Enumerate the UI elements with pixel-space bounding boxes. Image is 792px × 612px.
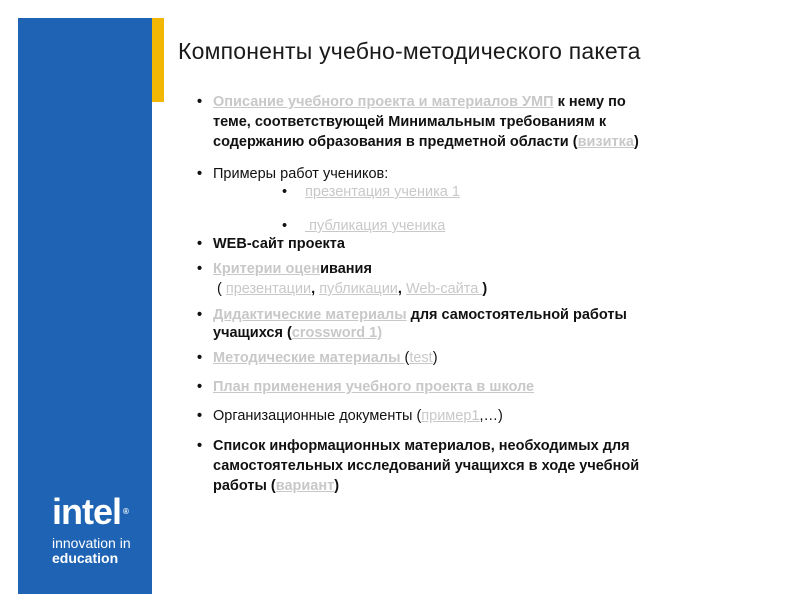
item-text: ( [404, 350, 410, 366]
item-text: для самостоятельной работы [406, 307, 627, 323]
yellow-accent-bar [152, 18, 164, 102]
intel-logo [52, 491, 131, 566]
sub-bullet: • [282, 218, 288, 234]
bullet: • [197, 379, 203, 395]
bullet: • [197, 94, 203, 110]
link-variant[interactable]: вариант [275, 478, 335, 494]
link-student-presentation[interactable]: презентация ученика 1 [305, 184, 460, 200]
link-vizitka[interactable]: визитка [577, 134, 634, 150]
sub-item-publication [282, 216, 445, 236]
list-item-student-works [197, 164, 388, 184]
item-text: Организационные документы ( [213, 408, 422, 424]
sub-bullet: • [282, 184, 288, 200]
item-text: учащихся ( [213, 325, 292, 341]
item-text: работы ( [213, 478, 276, 494]
bullet: • [197, 408, 203, 424]
logo-trademark: ® [123, 507, 128, 516]
item-text: теме, соответствующей Минимальным требованиям к [213, 114, 607, 130]
link-application-plan[interactable]: План применения учебного проекта в школе [213, 379, 535, 395]
list-item-plan [197, 377, 534, 397]
item-text: , [311, 281, 320, 297]
item-text: ) [482, 281, 488, 297]
item-text: Примеры работ учеников: [213, 166, 389, 182]
item-text: , [397, 281, 406, 297]
link-project-description[interactable]: Описание учебного проекта и материалов УМП [213, 94, 554, 110]
link-criteria[interactable]: Критерии оцен [213, 261, 321, 277]
link-test[interactable]: test [409, 350, 433, 366]
item-text: ,…) [479, 408, 503, 424]
bullet: • [197, 438, 203, 454]
logo-wordmark: intel [52, 491, 122, 532]
item-text: ) [633, 134, 639, 150]
link-presentations[interactable]: презентации [225, 281, 312, 297]
logo-tagline-1: innovation in [52, 535, 131, 551]
link-example1[interactable]: пример1 [421, 408, 480, 424]
bullet: • [197, 261, 203, 277]
item-text: ) [334, 478, 340, 494]
bullet: • [197, 236, 203, 252]
item-text: содержанию образования в предметной области ( [213, 134, 578, 150]
link-publications[interactable]: публикации [319, 281, 398, 297]
bullet: • [197, 166, 203, 182]
list-item-criteria [197, 259, 487, 299]
item-text: ( [217, 281, 226, 297]
link-crossword[interactable]: crossword 1) [291, 325, 383, 341]
link-website[interactable]: Web-сайта [405, 281, 483, 297]
list-item-info-materials [197, 436, 639, 496]
item-text: ) [432, 350, 438, 366]
item-text: ивания [320, 261, 372, 277]
slide-title: Компоненты учебно-методического пакета [178, 38, 641, 64]
item-text: к нему по [553, 94, 626, 110]
list-item-didactic [197, 305, 627, 343]
link-didactic-materials[interactable]: Дидактические материалы [213, 307, 407, 323]
sub-item-presentation [282, 182, 460, 202]
link-methodical-materials[interactable]: Методические материалы [213, 350, 405, 366]
item-text: WEB-сайт проекта [213, 236, 345, 252]
bullet: • [197, 307, 203, 323]
logo-tagline-2: education [52, 550, 119, 566]
list-item-description [197, 92, 639, 152]
list-item-methodical [197, 348, 438, 368]
item-text: Список информационных материалов, необходимых для [213, 438, 630, 454]
bullet: • [197, 350, 203, 366]
list-item-website [197, 234, 345, 254]
item-text: самостоятельных исследований учащихся в ходе учебной [213, 458, 640, 474]
list-item-org-docs [197, 406, 503, 426]
link-student-publication[interactable]: публикация ученика [305, 218, 446, 234]
